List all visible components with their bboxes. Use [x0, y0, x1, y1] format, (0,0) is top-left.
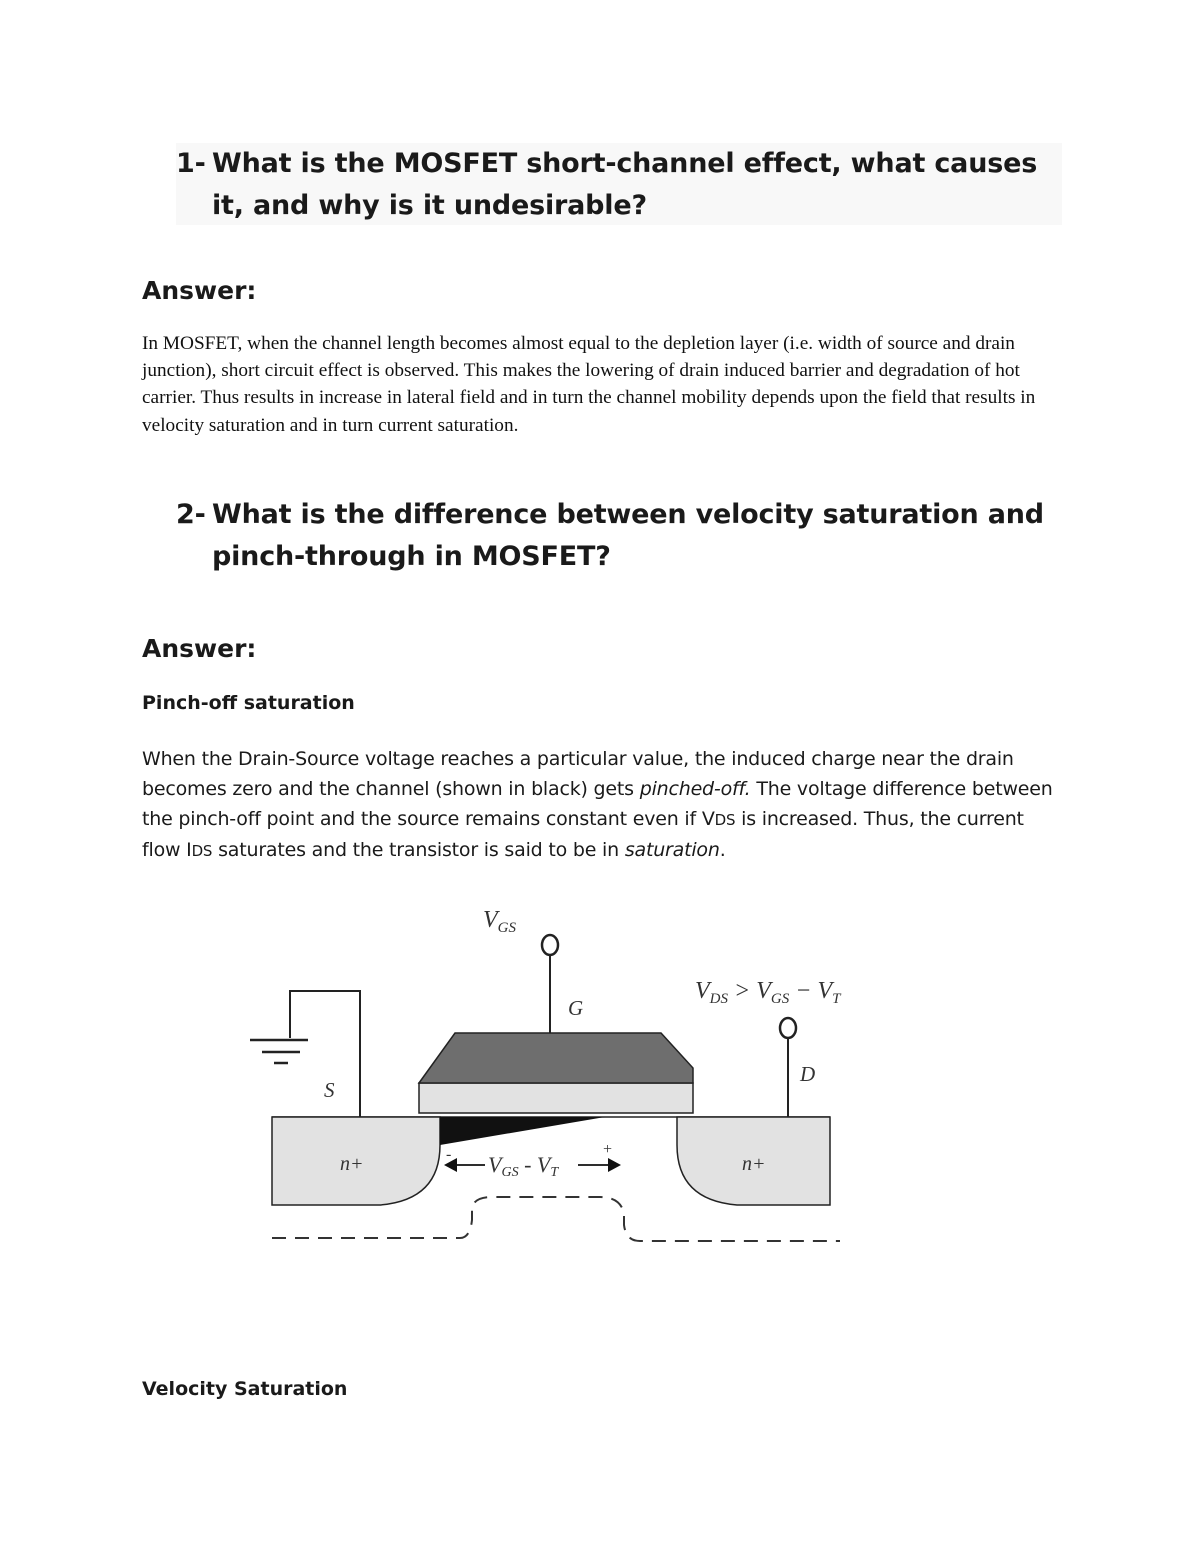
question-2: [176, 494, 1062, 578]
drain-label: D: [800, 1062, 816, 1086]
drain-n-plus-label: n+: [742, 1153, 766, 1175]
para-em-saturation: saturation: [624, 839, 720, 861]
para-text-end: .: [719, 839, 726, 861]
gate-terminal: [542, 935, 558, 955]
para-vds-subscript: DS: [714, 811, 736, 829]
para-text-2: The voltage difference between the pinch-off point and the source remains constant even if V: [142, 778, 1053, 830]
question-1-number: 1-: [176, 148, 206, 179]
para-text-4: saturates and the transistor is said to be in: [212, 839, 625, 861]
question-1-text: What is the MOSFET short-channel effect, what causes it, and why is it undesirable?: [212, 148, 1038, 221]
pinch-off-paragraph: [142, 744, 1062, 866]
minus-sign: -: [446, 1146, 452, 1163]
para-ids-subscript: DS: [191, 842, 213, 860]
question-1: [176, 143, 1062, 225]
para-em-pinched-off: pinched-off.: [639, 778, 751, 800]
saturation-condition-label: $V_{DS} > V_{GS} - V_T$: [695, 978, 841, 1007]
plus-sign: +: [602, 1141, 613, 1158]
gate-label: G: [568, 996, 584, 1020]
answer-2-label: Answer:: [142, 634, 257, 663]
answer-1-label: Answer:: [142, 276, 257, 305]
question-2-text: What is the difference between velocity saturation and pinch-through in MOSFET?: [212, 499, 1044, 572]
source-n-plus-label: n+: [340, 1153, 364, 1175]
mosfet-pinch-off-diagram: [240, 895, 850, 1255]
vgs-label: $V_{GS}$: [483, 907, 517, 936]
pinched-channel: [440, 1117, 605, 1145]
gate-electrode: [419, 1033, 693, 1083]
para-text-1: When the Drain-Source voltage reaches a particular value, the induced charge near the drain becomes zero and the channel (shown in black) gets: [142, 748, 1014, 800]
para-text-3: is increased. Thus, the current flow I: [142, 808, 1024, 861]
pinch-off-heading: Pinch-off saturation: [142, 692, 355, 714]
source-label: S: [324, 1078, 335, 1102]
arrow-right-head: [608, 1158, 621, 1172]
velocity-saturation-heading: Velocity Saturation: [142, 1378, 348, 1400]
gate-oxide: [419, 1083, 693, 1113]
question-2-number: 2-: [176, 499, 206, 530]
answer-1-text: In MOSFET, when the channel length becomes almost equal to the depletion layer (i.e. width of source and drain junction), short circuit effect is observed. This makes the lowering of drain induced barrier and degradation of hot carrier. Thus results in increase in lateral field and in turn the channel mobility depends upon the field that results in velocity saturation and in turn current saturation.: [142, 333, 1036, 436]
drain-terminal: [780, 1018, 796, 1038]
pinch-voltage-label: VGS - VT: [488, 1152, 559, 1180]
